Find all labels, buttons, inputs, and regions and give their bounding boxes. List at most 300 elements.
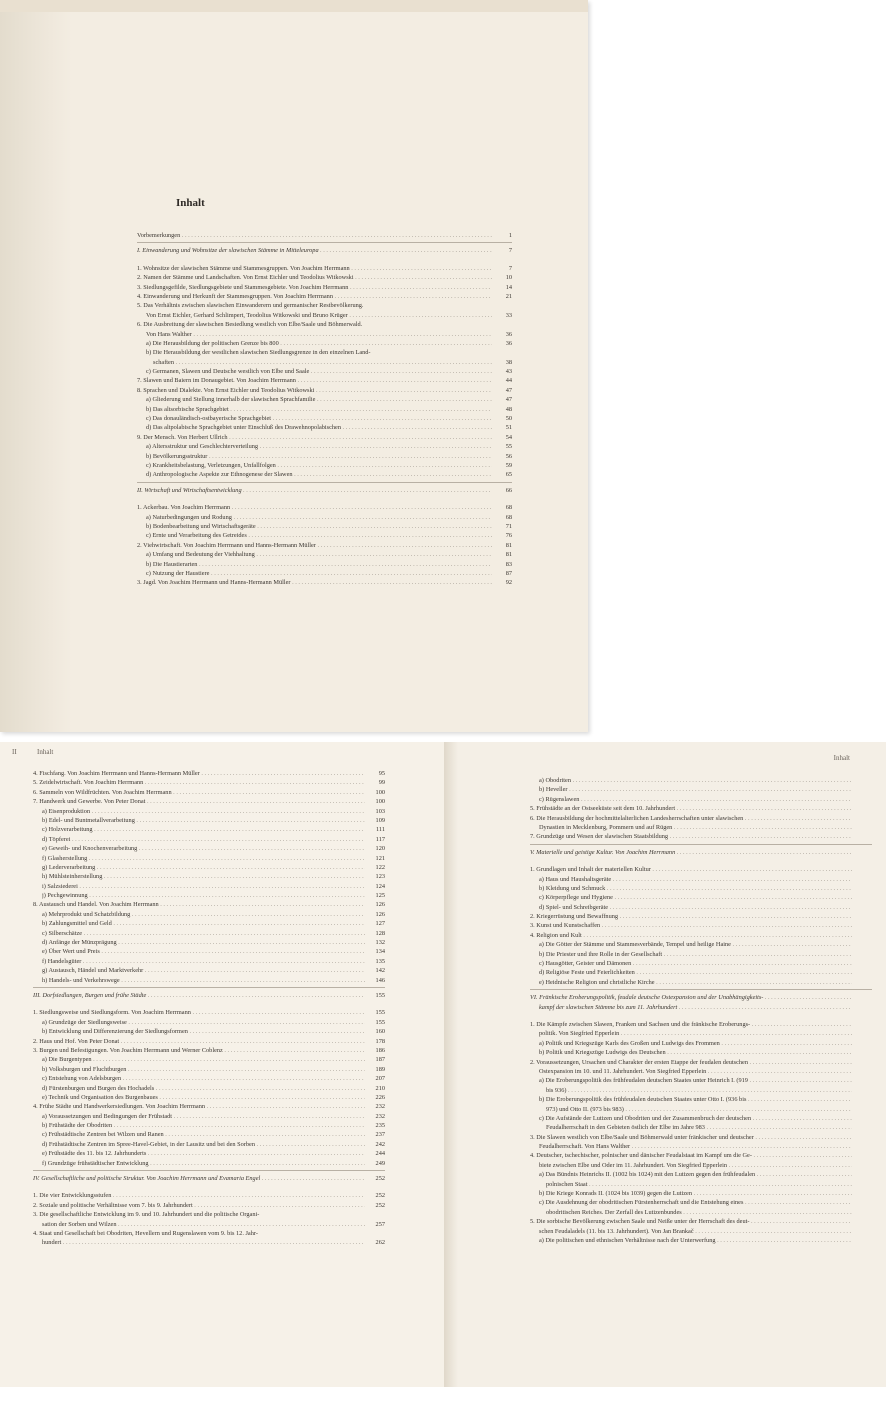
toc-page-number: 59 <box>505 461 512 469</box>
toc-list-page-1 <box>137 231 512 588</box>
toc-page-number: 155 <box>375 1018 385 1026</box>
toc-page-number: 257 <box>375 1220 385 1228</box>
toc-entry <box>530 978 872 987</box>
toc-entry <box>33 1084 385 1093</box>
toc-entry-title: a) Die Herausbildung der politischen Grenze bis 800 . . . <box>146 339 492 348</box>
toc-page-number: 47 <box>505 396 512 404</box>
toc-entry <box>33 929 385 938</box>
toc-entry-title: e) Über Wert und Preis . . . <box>42 947 365 956</box>
toc-page-number: 126 <box>375 901 385 909</box>
toc-entry <box>33 1018 385 1027</box>
toc-entry-title: 2. Kriegerrüstung und Bewaffnung . . . <box>530 912 852 921</box>
toc-entry <box>33 966 385 975</box>
toc-entry-title: c) Frühstädtische Zentren bei Wilzen und Ranen . . . <box>42 1130 365 1139</box>
toc-page-number: 103 <box>375 807 385 815</box>
toc-entry <box>530 893 872 902</box>
toc-entry-title: Vorbemerkungen . . . <box>137 231 492 240</box>
toc-page-number: 109 <box>375 816 385 824</box>
toc-entry <box>33 957 385 966</box>
toc-entry-title: e) Frühstädte des 11. bis 12. Jahrhunderts . . . <box>42 1149 365 1158</box>
toc-page-number: 100 <box>375 798 385 806</box>
toc-page-number: 210 <box>375 1084 385 1092</box>
page-number: II <box>12 748 17 756</box>
toc-entry-title: 2. Viehwirtschaft. Von Joachim Herrmann und Hanns-Hermann Müller . . . <box>137 541 492 550</box>
toc-entry-title: b) Die Haustierarten . . . <box>146 560 492 569</box>
toc-entry-title: b) Die Priester und ihre Rolle in der Gesellschaft . . . <box>539 950 852 959</box>
toc-entry <box>33 1130 385 1139</box>
toc-page-number: 95 <box>378 770 385 777</box>
toc-entry-title: Von Hans Walther . . . <box>146 330 492 339</box>
toc-page-number: 127 <box>375 920 385 928</box>
toc-page-number: 92 <box>505 579 512 587</box>
toc-entry-title: 5. Das Verhältnis zwischen slawischen Einwanderern und germanischer Restbevölkerung. <box>137 302 364 310</box>
toc-section-heading <box>33 1174 385 1183</box>
section-rule <box>137 482 512 483</box>
toc-entry <box>530 1076 872 1085</box>
toc-entry <box>33 1046 385 1055</box>
toc-entry <box>33 788 385 797</box>
toc-entry-title: 4. Religion und Kult . . . <box>530 931 852 940</box>
toc-entry <box>33 1121 385 1130</box>
toc-page-number: 160 <box>375 1028 385 1036</box>
toc-entry-title: b) Das altsorbische Sprachgebiet . . . <box>146 405 492 414</box>
toc-page-number: 71 <box>505 522 512 530</box>
toc-page-number: 81 <box>505 541 512 549</box>
toc-page-number: 132 <box>375 939 385 947</box>
toc-entry <box>137 358 512 367</box>
toc-entry-title: a) Umfang und Bedeutung der Viehhaltung . . . <box>146 550 492 559</box>
toc-entry-title: b) Politik und Kriegszüge Ludwigs des Deutschen . . . <box>539 1048 852 1057</box>
toc-page-number: 142 <box>375 967 385 975</box>
toc-entry-title: 6. Die Ausbreitung der slawischen Besiedlung westlich von Elbe/Saale und Böhmerwald. <box>137 321 363 329</box>
toc-page-number: 1 <box>508 232 512 239</box>
toc-entry-title: c) Die Aufstände der Lutizen und Obodriten und der Zusammenbruch der deutschen . . . <box>539 1114 852 1123</box>
toc-entry-title: a) Gliederung und Stellung innerhalb der slawischen Sprachfamilie . . . <box>146 395 492 404</box>
toc-section-heading <box>137 246 512 255</box>
toc-entry-title: j) Pechgewinnung . . . <box>42 891 365 900</box>
toc-entry-title: a) Altersstruktur und Geschlechterverteilung . . . <box>146 442 492 451</box>
toc-entry-title: a) Die politischen und ethnischen Verhältnisse nach der Unterwerfung . . . <box>539 1236 852 1245</box>
toc-entry-title: i) Salzsiederei . . . <box>42 882 365 891</box>
toc-entry-title: 973) und Otto II. (973 bis 983) . . . <box>546 1105 852 1114</box>
toc-entry <box>33 919 385 928</box>
toc-page-number: 126 <box>375 910 385 918</box>
toc-page-number: 7 <box>508 264 512 272</box>
toc-entry-title: a) Die Götter der Stämme und Stammesverbände, Tempel und heilige Haine . . . <box>539 940 852 949</box>
section-rule <box>137 242 512 243</box>
toc-page-number: 134 <box>375 948 385 956</box>
toc-entry-title: 5. Zeidelwirtschaft. Von Joachim Herrmann . . . <box>33 778 365 787</box>
toc-entry-title: 7. Grundzüge und Wesen der slawischen Staatsbildung . . . <box>530 832 852 841</box>
toc-page-number: 146 <box>375 976 385 984</box>
page-edge <box>0 0 72 732</box>
toc-entry-title: schaften . . . <box>153 358 492 367</box>
toc-entry-title: 5. Frühstädte an der Ostseeküste seit dem 10. Jahrhundert . . . <box>530 804 852 813</box>
toc-entry <box>33 1102 385 1111</box>
toc-entry-title: 3. Jagd. Von Joachim Herrmann und Hanns-Hermann Müller . . . <box>137 578 492 587</box>
toc-entry <box>33 1112 385 1121</box>
toc-entry <box>137 470 512 479</box>
toc-page-number: 252 <box>375 1201 385 1209</box>
toc-entry-title: a) Die Burgentypen . . . <box>42 1055 365 1064</box>
toc-entry-title: Feudalherrschaft in den Gebieten östlich der Elbe im Jahre 983 . . . <box>546 1123 852 1132</box>
toc-entry <box>137 339 512 348</box>
toc-entry-title: 6. Sammeln von Wildfrüchten. Von Joachim Herrmann . . . <box>33 788 365 797</box>
toc-entry-title: V. Materielle und geistige Kultur. Von Joachim Herrmann . . . <box>530 848 852 857</box>
toc-page-number: 117 <box>375 835 385 843</box>
toc-entry-title: b) Zahlungsmittel und Geld . . . <box>42 919 365 928</box>
toc-entry-title: b) Entwicklung und Differenzierung der Siedlungsformen . . . <box>42 1027 365 1036</box>
page-gutter <box>444 742 458 1387</box>
toc-entry <box>137 461 512 470</box>
toc-entry <box>530 875 872 884</box>
toc-entry <box>530 968 872 977</box>
toc-entry <box>530 1086 872 1095</box>
toc-entry-title: 4. Einwanderung und Herkunft der Stammesgruppen. Von Joachim Herrmann . . . <box>137 292 492 301</box>
toc-entry-title: c) Hausgötter, Geister und Dämonen . . . <box>539 959 852 968</box>
toc-page-number: 99 <box>378 779 385 787</box>
toc-entry <box>530 1105 872 1114</box>
toc-page-number: 232 <box>375 1103 385 1111</box>
toc-entry <box>137 578 512 587</box>
toc-entry <box>530 795 872 804</box>
toc-entry-title: h) Handels- und Verkehrswege . . . <box>42 976 365 985</box>
toc-page-number: 50 <box>505 415 512 423</box>
toc-section-heading <box>33 991 385 1000</box>
toc-entry <box>33 1229 385 1238</box>
toc-entry-title: c) Silberschätze . . . <box>42 929 365 938</box>
toc-entry-title: d) Fürstenburgen und Burgen des Hochadels . . . <box>42 1084 365 1093</box>
toc-entry <box>530 940 872 949</box>
toc-page-number: 47 <box>505 386 512 394</box>
toc-entry <box>530 1170 872 1179</box>
toc-entry <box>530 1217 872 1226</box>
toc-entry-title: II. Wirtschaft und Wirtschaftsentwicklung . . . <box>137 486 492 495</box>
book-page-2 <box>0 742 444 1387</box>
toc-entry-title: b) Die Herausbildung der westlichen slawischen Siedlungsgrenze in den einzelnen Land- <box>146 349 371 357</box>
toc-page-number: 10 <box>505 274 512 282</box>
toc-page-number: 135 <box>375 957 385 965</box>
toc-entry-title: c) Entstehung von Adelsburgen . . . <box>42 1074 365 1083</box>
toc-entry <box>137 386 512 395</box>
toc-entry-title: 3. Burgen und Befestigungen. Von Joachim Herrmann und Werner Coblenz . . . <box>33 1046 365 1055</box>
toc-entry-title: 9. Der Mensch. Von Herbert Ullrich . . . <box>137 433 492 442</box>
toc-entry <box>530 1020 872 1029</box>
toc-entry <box>530 814 872 823</box>
toc-entry <box>530 1114 872 1123</box>
toc-entry <box>33 797 385 806</box>
toc-entry <box>33 872 385 881</box>
toc-entry <box>530 1133 872 1142</box>
running-header: Inhalt <box>833 754 850 762</box>
toc-page-number: 36 <box>505 339 512 347</box>
toc-entry <box>137 433 512 442</box>
toc-entry-title: 2. Soziale und politische Verhältnisse vom 7. bis 9. Jahrhundert . . . <box>33 1201 365 1210</box>
toc-entry <box>137 522 512 531</box>
toc-entry-title: 7. Slawen und Baiern im Donaugebiet. Von Joachim Herrmann . . . <box>137 376 492 385</box>
toc-entry <box>530 776 872 785</box>
toc-page-number: 237 <box>375 1131 385 1139</box>
toc-entry <box>530 1208 872 1217</box>
toc-entry <box>33 1027 385 1036</box>
toc-entry <box>33 1055 385 1064</box>
toc-entry <box>137 301 512 310</box>
toc-entry <box>137 330 512 339</box>
toc-entry <box>33 835 385 844</box>
toc-entry-title: d) Frühstädtische Zentren im Spree-Havel-Gebiet, in der Lausitz und bei den Sorben . . . <box>42 1140 365 1149</box>
toc-entry-title: kampf der slawischen Stämme bis zum 11. Jahrhundert . . . <box>539 1003 852 1012</box>
toc-entry <box>33 900 385 909</box>
toc-entry <box>33 778 385 787</box>
toc-entry <box>530 903 872 912</box>
toc-entry-title: b) Die Kriege Konrads II. (1024 bis 1039) gegen die Lutizen . . . <box>539 1189 852 1198</box>
toc-page-number: 122 <box>375 863 385 871</box>
toc-entry <box>33 844 385 853</box>
toc-entry <box>33 1159 385 1168</box>
toc-entry <box>33 1191 385 1200</box>
toc-entry <box>137 560 512 569</box>
toc-entry-title: 1. Ackerbau. Von Joachim Herrmann . . . <box>137 503 492 512</box>
toc-entry-title: 8. Sprachen und Dialekte. Von Ernst Eichler und Teodolius Witkowski . . . <box>137 386 492 395</box>
toc-page-number: 187 <box>375 1056 385 1064</box>
toc-entry <box>33 1093 385 1102</box>
toc-page-number: 76 <box>505 532 512 540</box>
toc-entry <box>137 569 512 578</box>
toc-entry <box>137 423 512 432</box>
toc-entry-title: b) Volksburgen und Fluchtburgen . . . <box>42 1065 365 1074</box>
toc-section-heading <box>530 993 872 1002</box>
toc-entry-title: bis 936) . . . <box>546 1086 852 1095</box>
toc-entry-title: 1. Wohnsitze der slawischen Stämme und Stammesgruppen. Von Joachim Herrmann . . . <box>137 264 492 273</box>
toc-page-number: 54 <box>505 433 512 441</box>
toc-entry-title: VI. Fränkische Eroberungspolitik, feudale deutsche Ostexpansion und der Unabhängigkeits- . . . <box>530 993 852 1002</box>
section-rule <box>33 1170 385 1171</box>
toc-entry-title: c) Körperpflege und Hygiene . . . <box>539 893 852 902</box>
toc-entry <box>33 816 385 825</box>
toc-page-number: 111 <box>376 826 385 834</box>
toc-entry <box>33 1065 385 1074</box>
toc-entry-title: hundert . . . <box>42 1238 365 1247</box>
toc-entry <box>33 825 385 834</box>
toc-entry <box>137 231 512 240</box>
toc-page-number: 43 <box>505 368 512 376</box>
toc-entry <box>33 1201 385 1210</box>
toc-page-number: 186 <box>375 1046 385 1054</box>
toc-list-page-2 <box>33 769 385 1248</box>
toc-entry <box>530 865 872 874</box>
toc-entry <box>137 283 512 292</box>
toc-entry <box>33 1149 385 1158</box>
toc-entry <box>137 452 512 461</box>
toc-entry-title: f) Grundzüge frühstädtischer Entwicklung . . . <box>42 1159 365 1168</box>
toc-page-number: 244 <box>375 1150 385 1158</box>
toc-entry-title: c) Germanen, Slawen und Deutsche westlich von Elbe und Saale . . . <box>146 367 492 376</box>
toc-entry <box>33 854 385 863</box>
toc-entry <box>137 311 512 320</box>
toc-page-number: 252 <box>375 1192 385 1200</box>
toc-entry <box>137 376 512 385</box>
toc-entry <box>33 976 385 985</box>
toc-entry-title: 1. Die Kämpfe zwischen Slawen, Franken und Sachsen und die fränkische Eroberungs- . . . <box>530 1020 852 1029</box>
toc-entry-title: 2. Voraussetzungen, Ursachen und Charakter der ersten Etappe der feudalen deutschen . . . <box>530 1058 852 1067</box>
toc-page-number: 33 <box>505 311 512 319</box>
toc-entry <box>33 1140 385 1149</box>
toc-page-number: 7 <box>508 247 512 255</box>
toc-entry <box>530 950 872 959</box>
toc-entry-title: 6. Die Herausbildung der hochmittelalterlichen Landesherrschaften unter slawischen . . . <box>530 814 852 823</box>
toc-page-number: 235 <box>375 1122 385 1130</box>
toc-page-number: 249 <box>375 1159 385 1167</box>
toc-entry <box>530 1123 872 1132</box>
toc-entry <box>530 1095 872 1104</box>
toc-entry <box>530 1161 872 1170</box>
book-page-1 <box>0 0 588 732</box>
toc-page-number: 87 <box>505 569 512 577</box>
toc-entry-title: b) Die Eroberungspolitik des frühfeudalen deutschen Staates unter Otto I. (936 bis . . . <box>539 1095 852 1104</box>
toc-entry-title: a) Das Bündnis Heinrichs II. (1002 bis 1024) mit den Lutizen gegen den frühfeudalen . . . <box>539 1170 852 1179</box>
toc-page-number: 226 <box>375 1093 385 1101</box>
toc-entry <box>530 1058 872 1067</box>
toc-entry <box>530 804 872 813</box>
toc-entry <box>530 1067 872 1076</box>
page-title: Inhalt <box>176 197 205 209</box>
toc-entry-title: e) Geweih- und Knochenverarbeitung . . . <box>42 844 365 853</box>
running-header: Inhalt <box>37 748 54 756</box>
toc-entry-title: 3. Die Slawen westlich von Elbe/Saale und Böhmerwald unter fränkischer und deutscher . . . <box>530 1133 852 1142</box>
toc-entry-title: d) Töpferei . . . <box>42 835 365 844</box>
toc-entry <box>33 910 385 919</box>
toc-entry-title: 2. Namen der Stämme und Landschaften. Von Ernst Eichler und Teodolius Witkowski . . . <box>137 273 492 282</box>
toc-entry-title: a) Naturbedingungen und Rodung . . . <box>146 513 492 522</box>
toc-entry-title: c) Krankheitsbelastung, Verletzungen, Unfallfolgen . . . <box>146 461 492 470</box>
toc-entry <box>530 1198 872 1207</box>
toc-page-number: 232 <box>375 1112 385 1120</box>
toc-entry-title: c) Rügenslawen . . . <box>539 795 852 804</box>
section-rule <box>530 844 872 845</box>
section-rule <box>33 987 385 988</box>
toc-entry-title: d) Anthropologische Aspekte zur Ethnogenese der Slawen . . . <box>146 470 492 479</box>
toc-entry-title: Dynastien in Mecklenburg, Pommern und auf Rügen . . . <box>539 823 852 832</box>
toc-entry-title: III. Dorfsiedlungen, Burgen und frühe Städte . . . <box>33 991 365 1000</box>
toc-entry <box>530 823 872 832</box>
toc-entry-title: f) Handelsgüter . . . <box>42 957 365 966</box>
toc-entry-title: b) Kleidung und Schmuck . . . <box>539 884 852 893</box>
page-top-band <box>0 0 588 12</box>
toc-entry-title: h) Mühlsteinherstellung . . . <box>42 872 365 881</box>
toc-entry <box>530 1227 872 1236</box>
toc-entry-title: a) Voraussetzungen und Bedingungen der Frühstadt . . . <box>42 1112 365 1121</box>
toc-entry-title: a) Eisenproduktion . . . <box>42 807 365 816</box>
toc-page-number: 55 <box>505 443 512 451</box>
toc-page-number: 128 <box>375 929 385 937</box>
toc-entry <box>33 1220 385 1229</box>
toc-page-number: 68 <box>505 504 512 512</box>
toc-entry-title: 2. Haus und Hof. Von Peter Donat . . . <box>33 1037 365 1046</box>
toc-entry <box>33 1074 385 1083</box>
toc-page-number: 68 <box>505 513 512 521</box>
toc-entry <box>530 1151 872 1160</box>
toc-entry-title: polnischen Staat . . . <box>546 1180 852 1189</box>
toc-entry-title: f) Glasherstellung . . . <box>42 854 365 863</box>
toc-entry-title: c) Ernte und Verarbeitung des Getreides . . . <box>146 531 492 540</box>
toc-entry-title: 3. Die gesellschaftliche Entwicklung im 9. und 10. Jahrhundert und die politische Organi- <box>33 1211 260 1219</box>
toc-entry-title: 1. Siedlungsweise und Siedlungsform. Von Joachim Herrmann . . . <box>33 1008 365 1017</box>
toc-entry <box>530 1029 872 1038</box>
toc-entry-title: e) Technik und Organisation des Burgenbaues . . . <box>42 1093 365 1102</box>
toc-page-number: 242 <box>375 1140 385 1148</box>
toc-entry <box>530 832 872 841</box>
toc-entry <box>137 264 512 273</box>
toc-page-number: 21 <box>505 292 512 300</box>
toc-page-number: 189 <box>375 1065 385 1073</box>
toc-entry-title: 4. Deutscher, tschechischer, polnischer und dänischer Feudalstaat im Kampf um die Ge- . . . <box>530 1151 852 1160</box>
toc-entry-title: 4. Staat und Gesellschaft bei Obodriten, Hevellern und Rugenslawen vom 9. bis 12. Jahr- <box>33 1229 258 1237</box>
toc-entry <box>530 785 872 794</box>
toc-entry <box>33 891 385 900</box>
toc-entry-title: a) Grundzüge der Siedlungsweise . . . <box>42 1018 365 1027</box>
toc-entry-title: e) Heidnische Religion und christliche Kirche . . . <box>539 978 852 987</box>
toc-entry-title: schen Feudaladels (11. bis 13. Jahrhundert). Von Jan Brankač . . . <box>539 1227 852 1236</box>
toc-entry <box>33 1238 385 1247</box>
book-page-3 <box>444 742 886 1387</box>
toc-page-number: 83 <box>505 560 512 568</box>
toc-section-heading <box>137 486 512 495</box>
toc-entry-title: a) Politik und Kriegszüge Karls des Großen und Ludwigs des Frommen . . . <box>539 1039 852 1048</box>
toc-entry-title: a) Mehrprodukt und Schatzbildung . . . <box>42 910 365 919</box>
toc-entry-title: politik. Von Siegfried Epperlein . . . <box>539 1029 852 1038</box>
toc-entry-title: 4. Frühe Städte und Handwerkersiedlungen. Von Joachim Herrmann . . . <box>33 1102 365 1111</box>
toc-section-heading <box>530 848 872 857</box>
toc-entry-title: d) Religiöse Feste und Feierlichkeiten . . . <box>539 968 852 977</box>
toc-entry-title: c) Nutzung der Haustiere . . . <box>146 569 492 578</box>
toc-entry-title: IV. Gesellschaftliche und politische Struktur. Von Joachim Herrmann und Evamaria Engel . . . <box>33 1174 365 1183</box>
toc-entry-title: 8. Austausch und Handel. Von Joachim Herrmann . . . <box>33 900 365 909</box>
toc-entry <box>530 912 872 921</box>
toc-entry-title: 1. Grundlagen und Inhalt der materiellen Kultur . . . <box>530 865 852 874</box>
toc-entry-title: Von Ernst Eichler, Gerhard Schlimpert, Teodolius Witkowski und Bruno Krüger . . . <box>146 311 492 320</box>
toc-page-number: 66 <box>505 486 512 494</box>
toc-entry <box>137 405 512 414</box>
toc-entry-title: 4. Fischfang. Von Joachim Herrmann und Hanns-Hermann Müller . . . <box>33 769 365 778</box>
toc-page-number: 207 <box>375 1075 385 1083</box>
toc-entry <box>137 367 512 376</box>
toc-entry <box>33 938 385 947</box>
toc-entry <box>137 513 512 522</box>
toc-entry-title: d) Das altpolabische Sprachgebiet unter Einschluß des Drawehnopolabischen . . . <box>146 423 492 432</box>
toc-entry <box>530 1142 872 1151</box>
toc-page-number: 120 <box>375 845 385 853</box>
toc-entry-title: c) Die Ausdehnung der obodritischen Fürstenherrschaft und die Entstehung eines . . . <box>539 1198 852 1207</box>
toc-list-page-3 <box>530 776 872 1245</box>
toc-entry-title: c) Das donauländisch-ostbayerische Sprachgebiet . . . <box>146 414 492 423</box>
toc-page-number: 65 <box>505 471 512 479</box>
toc-page-number: 56 <box>505 452 512 460</box>
toc-entry-title: b) Edel- und Buntmetallverarbeitung . . . <box>42 816 365 825</box>
toc-entry-title: b) Bodenbearbeitung und Wirtschaftsgeräte . . . <box>146 522 492 531</box>
toc-entry <box>33 863 385 872</box>
toc-entry <box>530 1189 872 1198</box>
toc-entry <box>530 1048 872 1057</box>
toc-entry-title: I. Einwanderung und Wohnsitze der slawischen Stämme in Mitteleuropa . . . <box>137 246 492 255</box>
toc-entry <box>530 884 872 893</box>
toc-entry-title: b) Bevölkerungsstruktur . . . <box>146 452 492 461</box>
toc-entry <box>33 807 385 816</box>
toc-entry <box>33 1210 385 1219</box>
toc-page-number: 100 <box>375 788 385 796</box>
toc-entry <box>137 541 512 550</box>
toc-entry <box>530 1180 872 1189</box>
toc-entry <box>137 414 512 423</box>
